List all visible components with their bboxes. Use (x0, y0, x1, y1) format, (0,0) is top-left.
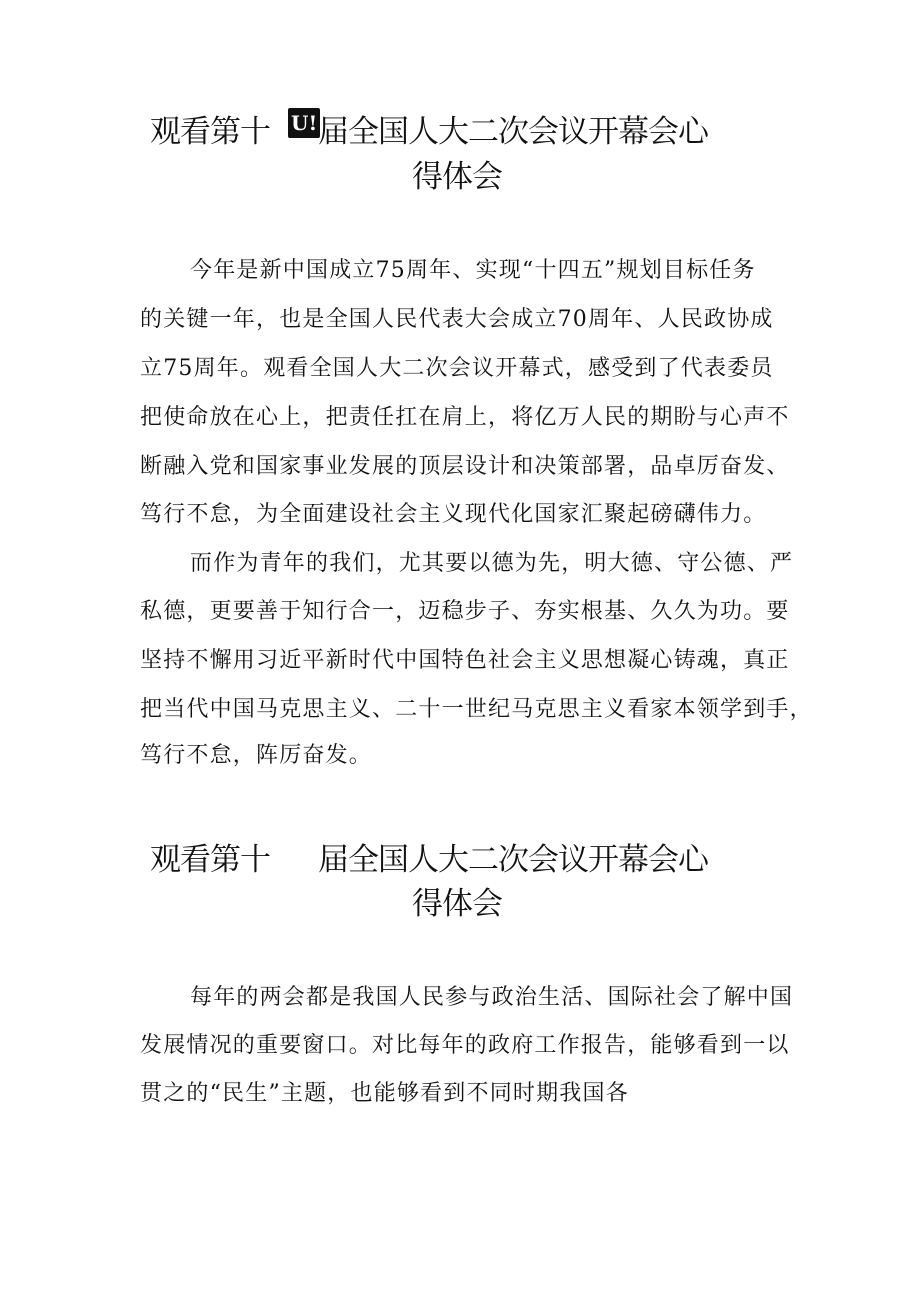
paragraph-line: 断融入党和国家事业发展的顶层设计和决策部署，品卓厉奋发、 (140, 454, 790, 479)
paragraph-line: 坚持不懈用习近平新时代中国特色社会主义思想凝心铸魂，真正 (140, 648, 790, 673)
section1-title-line2: 得体会 (412, 159, 502, 195)
paragraph-line: 而作为青年的我们，尤其要以德为先，明大德、守公德、严 (190, 551, 794, 576)
paragraph-line: 发展情况的重要窗口。对比每年的政府工作报告，能够看到一以 (140, 1033, 790, 1058)
paragraph-line: 今年是新中国成立75周年、实现“十四五”规划目标任务 (190, 258, 756, 283)
paragraph-line: 把当代中国马克思主义、二十一世纪马克思主义看家本领学到手， (140, 697, 813, 722)
paragraph-line: 笃行不怠，为全面建设社会主义现代化国家汇聚起磅礴伟力。 (140, 502, 767, 527)
paragraph-line: 私德，更要善于知行合一，迈稳步子、夯实根基、久久为功。要 (140, 599, 790, 624)
paragraph-line: 把使命放在心上，把责任扛在肩上，将亿万人民的期盼与心声不 (140, 405, 790, 430)
section1-title-part-b: 届全国人大二次会议开幕会心 (318, 114, 708, 150)
paragraph-line: 的关键一年，也是全国人民代表大会成立70周年、人民政协成 (140, 307, 774, 332)
section1-title-part-a: 观看第十 (150, 114, 270, 150)
paragraph-line: 每年的两会都是我国人民参与政治生活、国际社会了解中国 (190, 985, 794, 1010)
paragraph-line: 立75周年。观看全国人大二次会议开幕式，感受到了代表委员 (140, 356, 774, 381)
section1-title-stamp: U! (288, 108, 320, 138)
section2-title-part-a: 观看第十 (150, 842, 270, 878)
paragraph-line: 笃行不怠，阵厉奋发。 (140, 743, 373, 768)
section2-title-part-b: 届全国人大二次会议开幕会心 (318, 842, 708, 878)
paragraph-line: 贯之的“民生”主题，也能够看到不同时期我国各 (140, 1081, 629, 1106)
section2-title-line2: 得体会 (412, 886, 502, 922)
